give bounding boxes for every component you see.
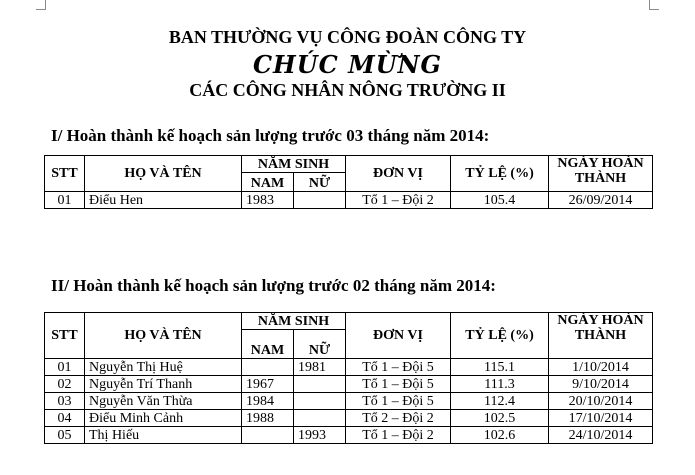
cell-stt: 05 xyxy=(45,427,85,444)
cell-female xyxy=(294,393,346,410)
col-header-name: HỌ VÀ TÊN xyxy=(85,313,242,359)
header-recipients: CÁC CÔNG NHÂN NÔNG TRƯỜNG II xyxy=(189,80,506,100)
cell-rate: 102.6 xyxy=(451,427,549,444)
cell-name: Nguyễn Trí Thanh xyxy=(85,376,242,393)
col-header-unit: ĐƠN VỊ xyxy=(346,313,451,359)
col-header-stt: STT xyxy=(45,313,85,359)
cell-unit: Tổ 1 – Đội 5 xyxy=(346,376,451,393)
cell-female: 1993 xyxy=(294,427,346,444)
col-header-female: NỮ xyxy=(294,330,346,359)
col-header-rate: TỶ LỆ (%) xyxy=(451,156,549,192)
cell-rate: 105.4 xyxy=(451,192,549,209)
col-header-unit: ĐƠN VỊ xyxy=(346,156,451,192)
cell-female: 1981 xyxy=(294,359,346,376)
cell-stt: 04 xyxy=(45,410,85,427)
col-header-completion-date xyxy=(549,156,653,192)
col-header-female: NỮ xyxy=(294,173,346,192)
col-header-male: NAM xyxy=(242,330,294,359)
col-header-name: HỌ VÀ TÊN xyxy=(85,156,242,192)
table-row xyxy=(45,192,653,209)
cell-name: Nguyễn Văn Thừa xyxy=(85,393,242,410)
page-corner-mark-left xyxy=(36,0,46,10)
cell-rate: 111.3 xyxy=(451,376,549,393)
header-organization: BAN THƯỜNG VỤ CÔNG ĐOÀN CÔNG TY xyxy=(168,27,527,47)
section-2-table xyxy=(44,312,653,444)
section-1-table xyxy=(44,155,653,209)
cell-stt: 01 xyxy=(45,359,85,376)
cell-name: Nguyễn Thị Huệ xyxy=(85,359,242,376)
col-header-male: NAM xyxy=(242,173,294,192)
cell-date: 17/10/2014 xyxy=(549,410,653,427)
page-corner-mark-right xyxy=(649,0,659,10)
cell-rate: 115.1 xyxy=(451,359,549,376)
cell-male: 1983 xyxy=(242,192,294,209)
cell-male xyxy=(242,427,294,444)
cell-unit: Tổ 1 – Đội 2 xyxy=(346,192,451,209)
col-header-completion-date-line1: NGÀY HOÀN xyxy=(557,313,644,328)
cell-male: 1967 xyxy=(242,376,294,393)
cell-male xyxy=(242,359,294,376)
col-header-completion-date-line2: THÀNH xyxy=(574,171,627,186)
cell-date: 20/10/2014 xyxy=(549,393,653,410)
table-row xyxy=(45,359,653,376)
table-row xyxy=(45,427,653,444)
cell-date: 26/09/2014 xyxy=(549,192,653,209)
cell-unit: Tổ 1 – Đội 5 xyxy=(346,393,451,410)
col-header-birth-year: NĂM SINH xyxy=(242,313,346,330)
cell-rate: 112.4 xyxy=(451,393,549,410)
col-header-completion-date-line1: NGÀY HOÀN xyxy=(557,156,644,171)
col-header-birth-year: NĂM SINH xyxy=(242,156,346,173)
table-row xyxy=(45,410,653,427)
section-2-title: II/ Hoàn thành kế hoạch sản lượng trước 02 tháng năm 2014: xyxy=(51,276,496,295)
cell-female xyxy=(294,192,346,209)
table-row xyxy=(45,393,653,410)
cell-stt: 03 xyxy=(45,393,85,410)
cell-date: 1/10/2014 xyxy=(549,359,653,376)
col-header-completion-date xyxy=(549,313,653,359)
cell-date: 9/10/2014 xyxy=(549,376,653,393)
cell-unit: Tổ 2 – Đội 2 xyxy=(346,410,451,427)
cell-date: 24/10/2014 xyxy=(549,427,653,444)
col-header-completion-date-line2: THÀNH xyxy=(574,328,627,343)
cell-name: Thị Hiếu xyxy=(85,427,242,444)
col-header-stt: STT xyxy=(45,156,85,192)
cell-female xyxy=(294,376,346,393)
col-header-rate: TỶ LỆ (%) xyxy=(451,313,549,359)
cell-rate: 102.5 xyxy=(451,410,549,427)
cell-name: Điểu Minh Cảnh xyxy=(85,410,242,427)
cell-male: 1988 xyxy=(242,410,294,427)
table-row xyxy=(45,376,653,393)
cell-female xyxy=(294,410,346,427)
cell-unit: Tổ 1 – Đội 5 xyxy=(346,359,451,376)
cell-unit: Tổ 1 – Đội 2 xyxy=(346,427,451,444)
cell-name: Điểu Hen xyxy=(85,192,242,209)
section-1-title: I/ Hoàn thành kế hoạch sản lượng trước 03 tháng năm 2014: xyxy=(51,126,490,145)
cell-male: 1984 xyxy=(242,393,294,410)
cell-stt: 02 xyxy=(45,376,85,393)
header-congratulations: CHÚC MỪNG xyxy=(252,50,443,79)
cell-stt: 01 xyxy=(45,192,85,209)
